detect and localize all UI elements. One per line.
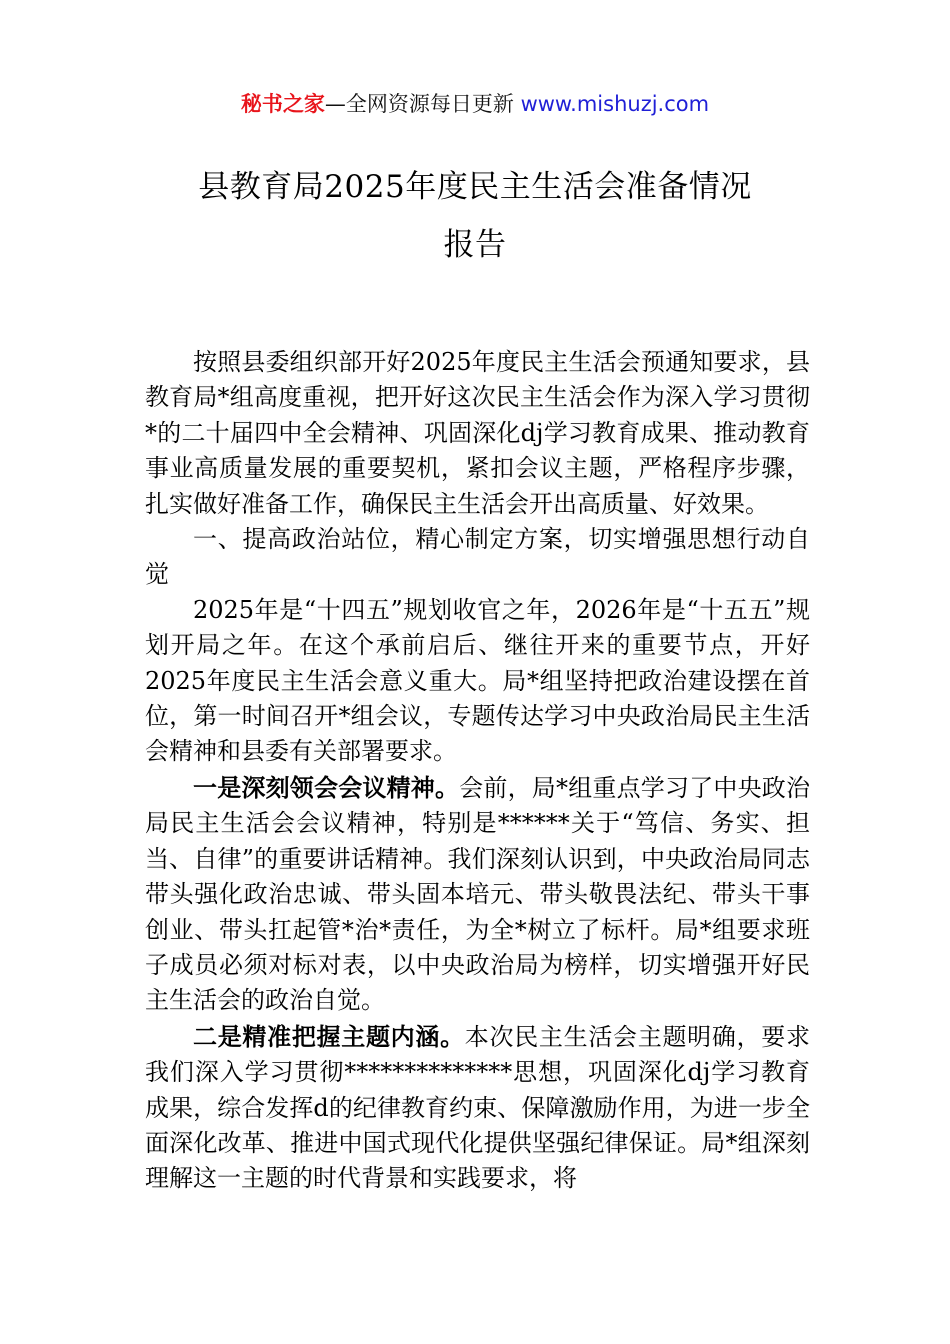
paragraph-point-2	[145, 1019, 810, 1197]
paragraph-text: 会前，局*组重点学习了中央政治局民主生活会会议精神，特别是******关于“笃信、务实、担当、自律”的重要讲话精神。我们深刻认识到，中央政治局同志带头强化政治忠诚、带头固本培元、带头敬畏法纪、带头干事创业、带头扛起管*治*责任，为全*树立了标杆。局*组要求班子成员必须对标对表，以中央政治局为榜样，切实增强开好民主生活会的政治自觉。	[145, 773, 811, 1015]
paragraph-text: 本次民主生活会主题明确，要求我们深入学习贯彻**************思想，巩固深化dj学习教育成果，综合发挥d的纪律教育约束、保障激励作用，为进一步全面深化改革、推进中国式现代化提供坚强纪律保证。局*组深刻理解这一主题的时代背景和实践要求，将	[145, 1022, 811, 1193]
paragraph-lead: 二是精准把握主题内涵。	[193, 1021, 465, 1051]
paragraph-text: 2025年是“十四五”规划收官之年，2026年是“十五五”规划开局之年。在这个承前启后、继往开来的重要节点，开好2025年度民主生活会意义重大。局*组坚持把政治建设摆在首位，第一时间召开*组会议，专题传达学习中央政治局民主生活会精神和县委有关部署要求。	[145, 595, 810, 766]
paragraph-background	[145, 593, 810, 770]
brand-name: 秘书之家	[240, 92, 325, 116]
document-title	[0, 158, 950, 274]
paragraph-intro	[145, 345, 810, 522]
title-line-1: 县教育局2025年度民主生活会准备情况	[198, 169, 752, 205]
site-link[interactable]: www.mishuzj.com	[520, 92, 710, 116]
paragraph-text: 按照县委组织部开好2025年度民主生活会预通知要求，县教育局*组高度重视，把开好这次民主生活会作为深入学习贯彻*的二十届四中全会精神、巩固深化dj学习教育成果、推动教育事业高质量发展的重要契机，紧扣会议主题，严格程序步骤，扎实做好准备工作，确保民主生活会开出高质量、好效果。	[145, 348, 810, 518]
paragraph-point-1	[145, 770, 810, 1019]
section-heading	[145, 522, 810, 593]
section-heading-text: 一、提高政治站位，精心制定方案，切实增强思想行动自觉	[145, 525, 810, 589]
title-line-2: 报告	[443, 227, 507, 263]
document-body	[145, 345, 810, 1197]
banner-tagline: —全网资源每日更新	[324, 92, 521, 116]
paragraph-lead: 一是深刻领会会议精神。	[193, 772, 460, 802]
site-banner	[0, 88, 950, 120]
